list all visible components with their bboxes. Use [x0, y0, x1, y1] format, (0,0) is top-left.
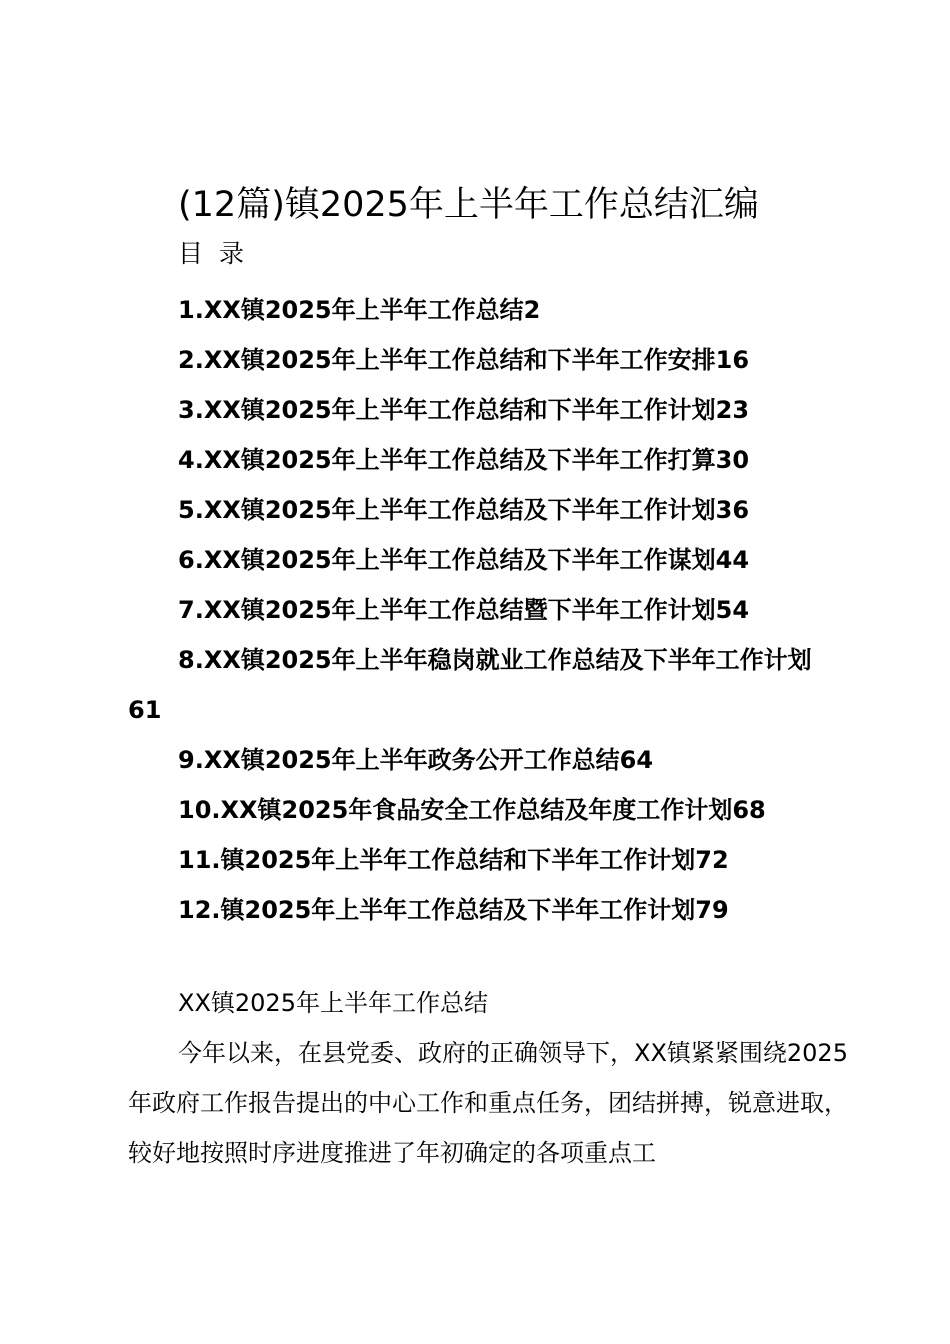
table-of-contents	[128, 285, 848, 935]
toc-item-10[interactable]: 10.XX镇2025年食品安全工作总结及年度工作计划68	[178, 796, 766, 824]
toc-item-12[interactable]: 12.镇2025年上半年工作总结及下半年工作计划79	[178, 896, 729, 924]
toc-item-2[interactable]: 2.XX镇2025年上半年工作总结和下半年工作安排16	[178, 346, 750, 374]
article-paragraph: 今年以来，在县党委、政府的正确领导下，XX镇紧紧围绕2025年政府工作报告提出的中心工作和重点任务，团结拼搏，锐意进取，较好地按照时序进度推进了年初确定的各项重点工	[128, 1039, 848, 1167]
document-title: (12篇)镇2025年上半年工作总结汇编	[178, 185, 759, 225]
toc-item-11[interactable]: 11.镇2025年上半年工作总结和下半年工作计划72	[178, 846, 729, 874]
toc-item-6[interactable]: 6.XX镇2025年上半年工作总结及下半年工作谋划44	[178, 546, 750, 574]
toc-item-9[interactable]: 9.XX镇2025年上半年政务公开工作总结64	[178, 746, 654, 774]
toc-item-4[interactable]: 4.XX镇2025年上半年工作总结及下半年工作打算30	[178, 446, 750, 474]
toc-item-7[interactable]: 7.XX镇2025年上半年工作总结暨下半年工作计划54	[178, 596, 750, 624]
toc-item-5[interactable]: 5.XX镇2025年上半年工作总结及下半年工作计划36	[178, 496, 750, 524]
article-title: XX镇2025年上半年工作总结	[178, 989, 488, 1017]
toc-item-1[interactable]: 1.XX镇2025年上半年工作总结2	[178, 296, 541, 324]
toc-item-8[interactable]: 8.XX镇2025年上半年稳岗就业工作总结及下半年工作计划61	[128, 646, 812, 724]
toc-heading: 目 录	[178, 239, 248, 268]
article-section	[128, 978, 856, 1178]
toc-item-3[interactable]: 3.XX镇2025年上半年工作总结和下半年工作计划23	[178, 396, 750, 424]
